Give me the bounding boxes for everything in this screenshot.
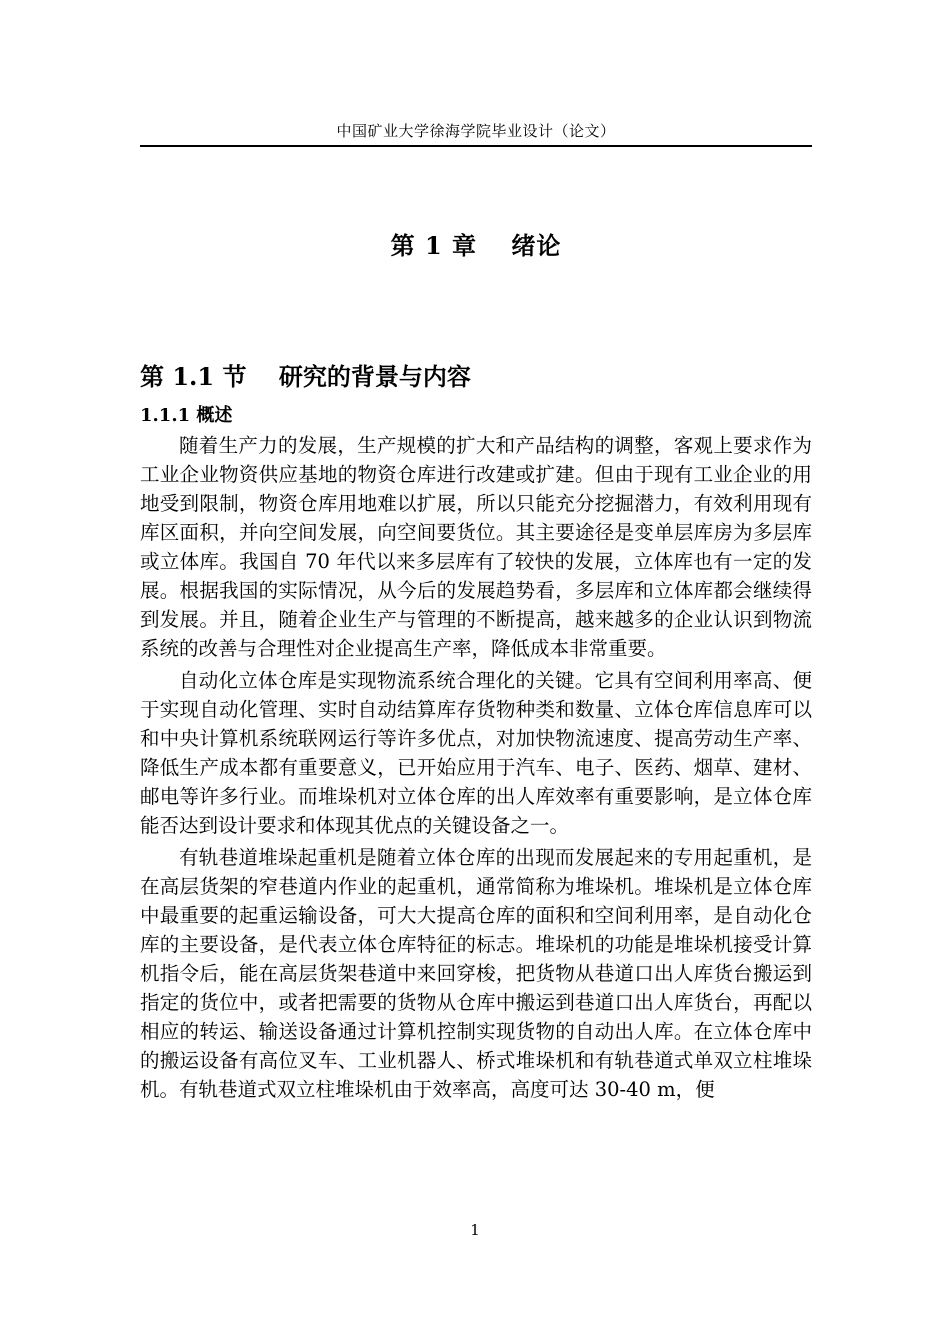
paragraph-3: 有轨巷道堆垛起重机是随着立体仓库的出现而发展起来的专用起重机，是在高层货架的窄巷道内作业的起重机，通常简称为堆垛机。堆垛机是立体仓库中最重要的起重运输设备，可大大提高仓库的面积和空间利用率，是自动化仓库的主要设备，是代表立体仓库特征的标志。堆垛机的功能是堆垛机接受计算机指令后，能在高层货架巷道中来回穿梭，把货物从巷道口出人库货台搬运到指定的货位中，或者把需要的货物从仓库中搬运到巷道口出人库货台，再配以相应的转运、输送设备通过计算机控制实现货物的自动出人库。在立体仓库中的搬运设备有高位叉车、工业机器人、桥式堆垛机和有轨巷道式单双立柱堆垛机。有轨巷道式双立柱堆垛机由于效率高，高度可达 30-40 m，便 bbox=[140, 846, 812, 1101]
subsection-title: 1.1.1 概述 bbox=[140, 405, 233, 426]
paragraph-1: 随着生产力的发展，生产规模的扩大和产品结构的调整，客观上要求作为工业企业物资供应基地的物资仓库进行改建或扩建。但由于现有工业企业的用地受到限制，物资仓库用地难以扩展，所以只能充分挖掘潜力，有效利用现有库区面积，并向空间发展，向空间要货位。其主要途径是变单层库房为多层库或立体库。我国自 70 年代以来多层库有了较快的发展，立体库也有一定的发展。根据我国的实际情况，从今后的发展趋势看，多层库和立体库都会继续得到发展。并且，随着企业生产与管理的不断提高，越来越多的企业认识到物流系统的改善与合理性对企业提高生产率，降低成本非常重要。 bbox=[140, 434, 812, 660]
paragraph-2: 自动化立体仓库是实现物流系统合理化的关键。它具有空间利用率高、便于实现自动化管理、实时自动结算库存货物种类和数量、立体仓库信息库可以和中央计算机系统联网运行等许多优点，对加快物流速度、提高劳动生产率、降低生产成本都有重要意义，已开始应用于汽车、电子、医药、烟草、建材、邮电等许多行业。而堆垛机对立体仓库的出人库效率有重要影响，是立体仓库能否达到设计要求和体现其优点的关键设备之一。 bbox=[140, 669, 812, 837]
section-title: 第 1.1 节 研究的背景与内容 bbox=[140, 362, 471, 391]
page-number: 1 bbox=[470, 1221, 480, 1239]
chapter-title: 第 1 章 绪论 bbox=[390, 231, 562, 260]
body-text bbox=[140, 431, 812, 1107]
page-header: 中国矿业大学徐海学院毕业设计（论文） bbox=[140, 118, 812, 147]
